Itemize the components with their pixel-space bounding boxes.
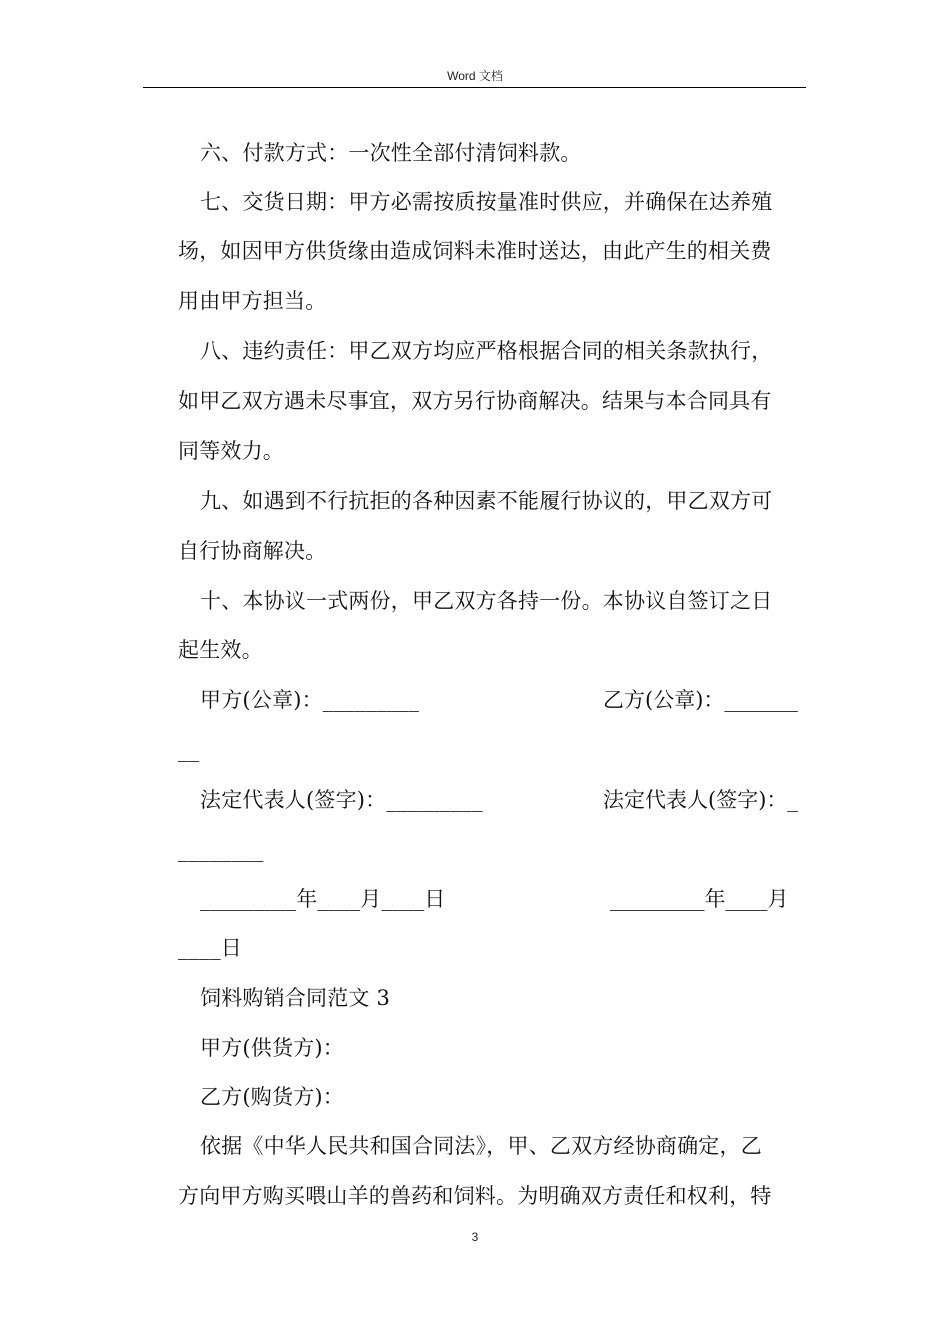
page-number: 3 (471, 1230, 479, 1244)
paragraph-line: 六、付款方式：一次性全部付清饲料款。 (200, 141, 582, 165)
paragraph-line: 八、违约责任：甲乙双方均应严格根据合同的相关条款执行， (200, 339, 773, 363)
date-a: _________年____月____日 (200, 887, 446, 911)
legal-rep-a: 法定代表人(签字)：_________ (200, 788, 483, 812)
paragraph-line: 如甲乙双方遇未尽事宜，双方另行协商解决。结果与本合同具有 (178, 389, 772, 413)
section-title: 饲料购销合同范文 3 (200, 986, 391, 1010)
legal-rep-b: 法定代表人(签字)：_ (603, 788, 798, 812)
party-b-seal: 乙方(公章)：_______ (603, 688, 798, 712)
header-title: Word 文档 (447, 69, 503, 83)
paragraph-line: 同等效力。 (178, 439, 284, 463)
buyer-line: 乙方(购货方)： (200, 1085, 344, 1109)
paragraph-line: 自行协商解决。 (178, 539, 327, 563)
paragraph-line: 十、本协议一式两份，甲乙双方各持一份。本协议自签订之日 (200, 589, 773, 613)
paragraph-line: 场，如因甲方供货缘由造成饲料未准时送达，由此产生的相关费 (178, 239, 772, 263)
supplier-line: 甲方(供货方)： (200, 1036, 344, 1060)
paragraph-line: 起生效。 (178, 638, 263, 662)
intro-line-1: 依据《中华人民共和国合同法》，甲、乙双方经协商确定，乙 (200, 1134, 762, 1158)
legal-rep-b-cont: ________ (178, 838, 264, 862)
paragraph-line: 用由甲方担当。 (178, 289, 327, 313)
party-b-seal-cont: __ (178, 738, 200, 762)
date-b: _________年____月 (610, 887, 789, 911)
party-a-seal: 甲方(公章)：_________ (200, 688, 420, 712)
header-rule (143, 87, 806, 88)
intro-line-2: 方向甲方购买喂山羊的兽药和饲料。为明确双方责任和权利，特 (178, 1184, 772, 1208)
paragraph-line: 七、交货日期：甲方必需按质按量准时供应，并确保在达养殖 (200, 190, 773, 214)
date-b-cont: ____日 (178, 936, 242, 960)
paragraph-line: 九、如遇到不行抗拒的各种因素不能履行协议的，甲乙双方可 (200, 489, 773, 513)
